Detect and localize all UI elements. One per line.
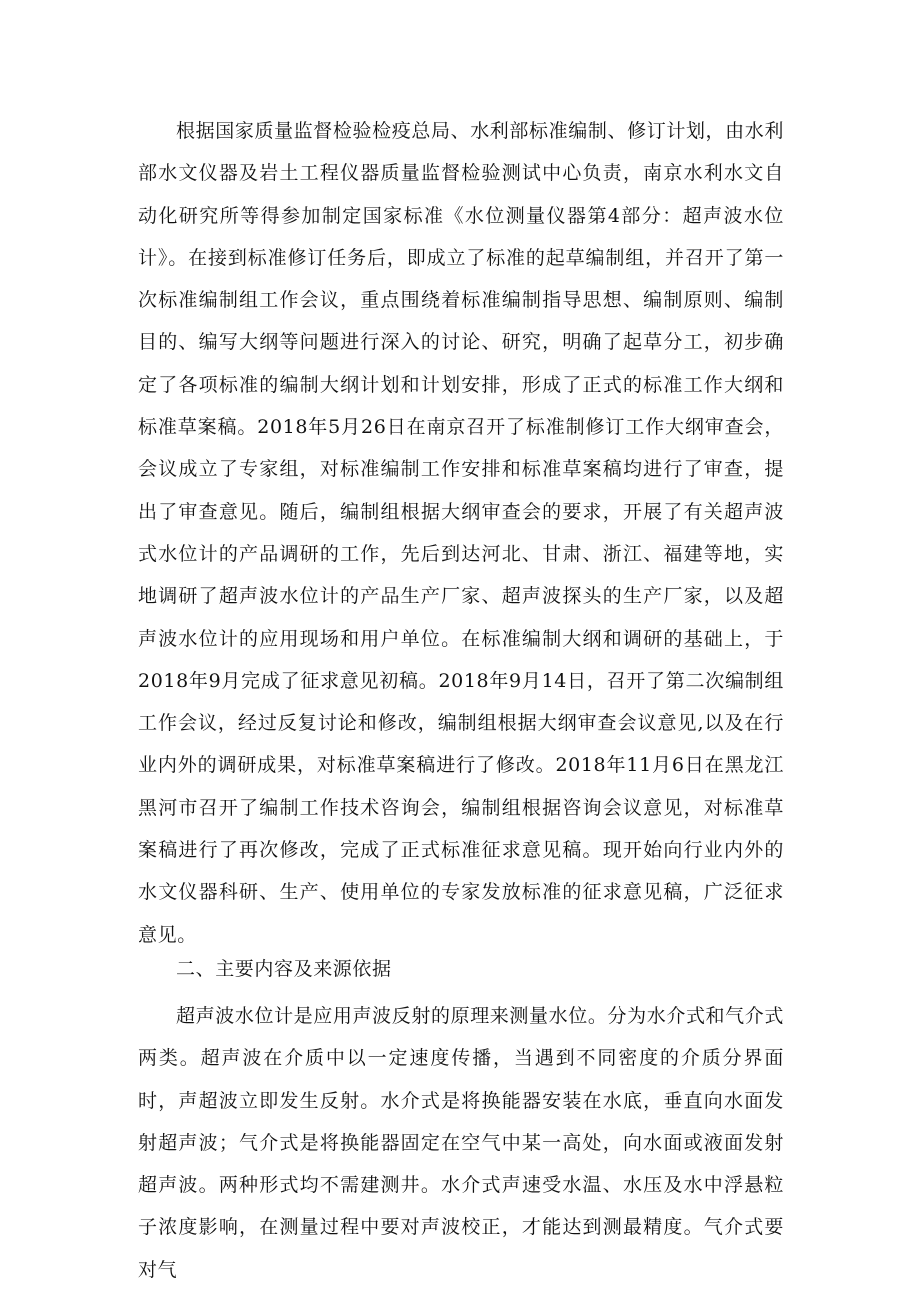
body-paragraph-1 [138, 110, 784, 956]
paragraph-2-text: 超声波水位计是应用声波反射的原理来测量水位。分为水介式和气介式两类。超声波在介质中以一定速度传播，当遇到不同密度的介质分界面时，声超波立即发生反射。水介式是将换能器安装在水底，垂直向水面发射超声波；气介式是将换能器固定在空气中某一高处，向水面或液面发射超声波。两种形式均不需建测井。水介式声速受水温、水压及水中浮悬粒子浓度影响，在测量过程中要对声波校正，才能达到测最精度。气介式要对气 [138, 1005, 784, 1281]
section-heading-2: 二、主要内容及来源依据 [176, 958, 392, 980]
body-paragraph-2 [138, 995, 784, 1291]
paragraph-1-text: 根据国家质量监督检验检疫总局、水利部标准编制、修订计划，由水利部水文仪器及岩土工程仪器质量监督检验测试中心负责，南京水利水文自动化研究所等得参加制定国家标准《水位测量仪器第4部分：超声波水位计》。在接到标准修订任务后，即成立了标准的起草编制组，并召开了第一次标准编制组工作会议，重点围绕着标准编制指导思想、编制原则、编制目的、编写大纲等问题进行深入的讨论、研究，明确了起草分工，初步确定了各项标准的编制大纲计划和计划安排，形成了正式的标准工作大纲和标准草案稿。2018年5月26日在南京召开了标准制修订工作大纲审查会，会议成立了专家组，对标准编制工作安排和标准草案稿均进行了审查，提出了审查意见。随后，编制组根据大纲审查会的要求，开展了有关超声波式水位计的产品调研的工作，先后到达河北、甘肃、浙江、福建等地，实地调研了超声波水位计的产品生产厂家、超声波探头的生产厂家，以及超声波水位计的应用现场和用户单位。在标准编制大纲和调研的基础上，于2018年9月完成了征求意见初稿。2018年9月14日，召开了第二次编制组工作会议，经过反复讨论和修改，编制组根据大纲审查会议意见,以及在行业内外的调研成果，对标准草案稿进行了修改。2018年11月6日在黑龙江黑河市召开了编制工作技术咨询会，编制组根据咨询会议意见，对标准草案稿进行了再次修改，完成了正式标准征求意见稿。现开始向行业内外的水文仪器科研、生产、使用单位的专家发放标准的征求意见稿，广泛征求意见。 [138, 120, 784, 946]
